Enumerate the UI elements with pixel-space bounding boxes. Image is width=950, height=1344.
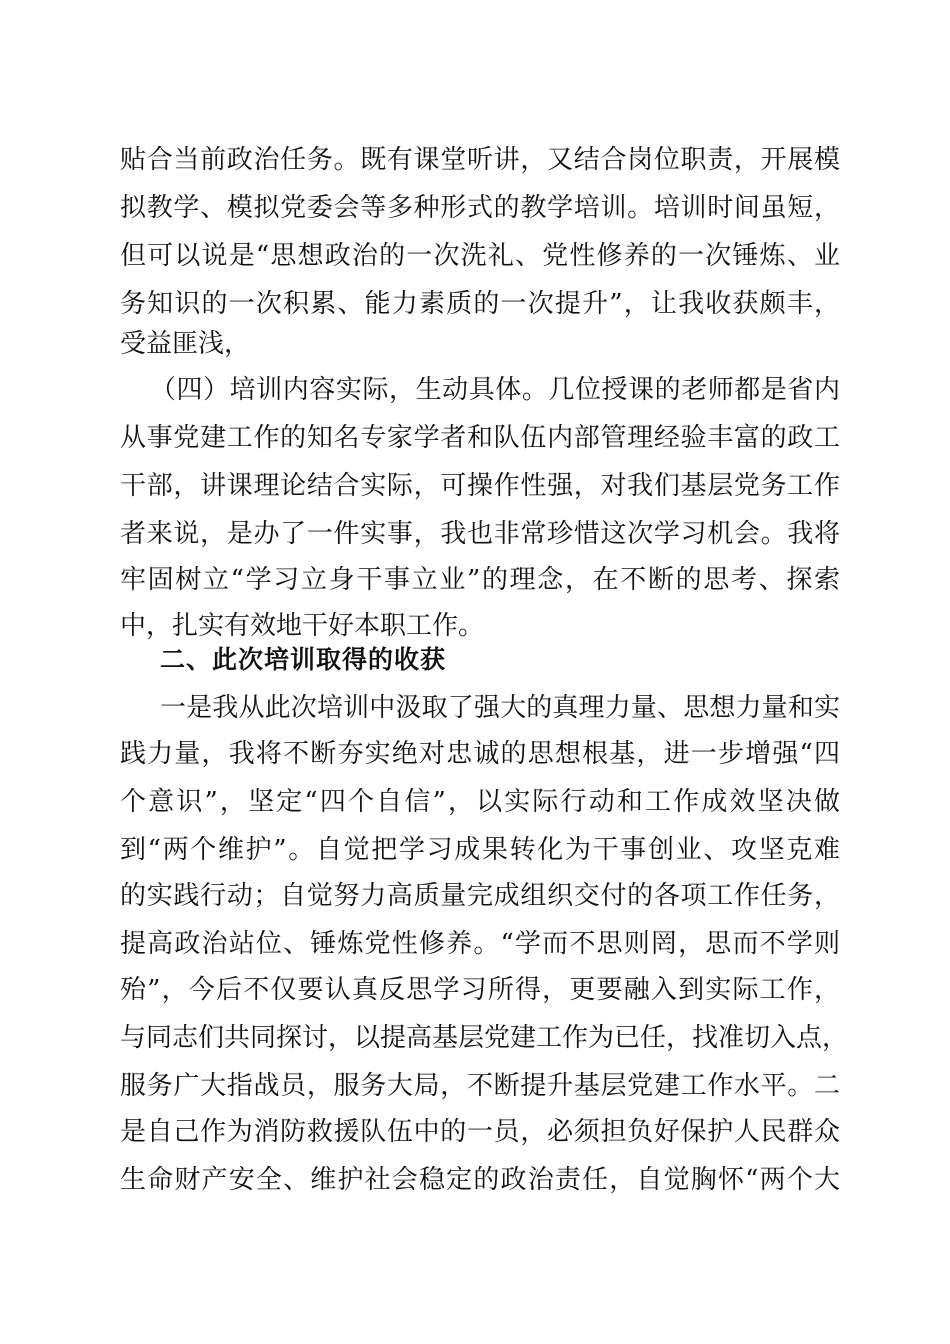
text-line-18: 提高政治站位、锤炼党性修养。“学而不思则罔，思而不学则 xyxy=(120,929,840,959)
text-line-2: 拟教学、模拟党委会等多种形式的教学培训。培训时间虽短， xyxy=(120,193,840,223)
paragraph-first-line: 一是我从此次培训中汲取了强大的真理力量、思想力量和实 xyxy=(160,693,840,723)
section-heading: 二、此次培训取得的收获 xyxy=(160,645,447,674)
text-line-4: 务知识的一次积累、能力素质的一次提升”，让我收获颇丰， xyxy=(120,289,840,319)
text-line-11: 中，扎实有效地干好本职工作。 xyxy=(120,611,485,641)
text-line-15: 个意识”，坚定“四个自信”，以实际行动和工作成效坚决做 xyxy=(120,787,840,817)
text-line-22: 是自己作为消防救援队伍中的一员，必须担负好保护人民群众 xyxy=(120,1117,840,1147)
text-line-17: 的实践行动；自觉努力高质量完成组织交付的各项工作任务， xyxy=(120,881,840,911)
text-line-7: 从事党建工作的知名专家学者和队伍内部管理经验丰富的政工 xyxy=(120,423,840,453)
text-line-23: 生命财产安全、维护社会稳定的政治责任，自觉胸怀“两个大 xyxy=(120,1165,840,1195)
text-line-16: 到“两个维护”。自觉把学习成果转化为干事创业、攻坚克难 xyxy=(120,835,840,865)
text-line-10: 牢固树立“学习立身干事立业”的理念，在不断的思考、探索 xyxy=(120,565,840,595)
section-four-first-line: （四）培训内容实际，生动具体。几位授课的老师都是省内 xyxy=(150,375,840,405)
text-line-21: 服务广大指战员，服务大局，不断提升基层党建工作水平。二 xyxy=(120,1071,840,1101)
text-line-1: 贴合当前政治任务。既有课堂听讲，又结合岗位职责，开展模 xyxy=(120,145,840,175)
text-line-3: 但可以说是“思想政治的一次洗礼、党性修养的一次锤炼、业 xyxy=(120,241,840,271)
text-line-5: 受益匪浅， xyxy=(120,329,251,359)
text-line-9: 者来说，是办了一件实事，我也非常珍惜这次学习机会。我将 xyxy=(120,519,840,549)
text-line-19: 殆”，今后不仅要认真反思学习所得，更要融入到实际工作， xyxy=(120,975,840,1005)
text-line-8: 干部，讲课理论结合实际，可操作性强，对我们基层党务工作 xyxy=(120,471,840,501)
text-line-20: 与同志们共同探讨，以提高基层党建工作为已任，找准切入点， xyxy=(120,1023,849,1053)
text-line-14: 践力量，我将不断夯实绝对忠诚的思想根基，进一步增强“四 xyxy=(120,739,840,769)
